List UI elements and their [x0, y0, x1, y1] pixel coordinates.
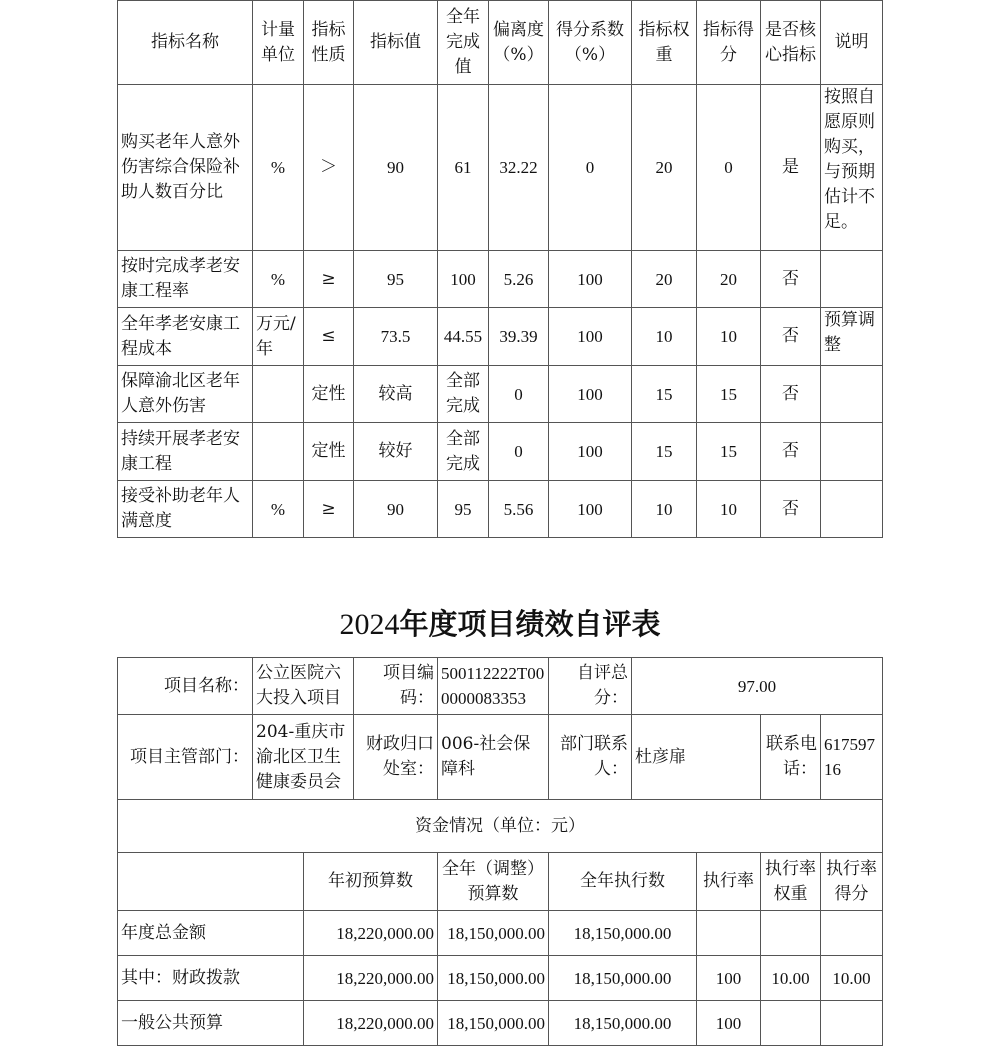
- indicator-name: 按时完成孝老安康工程率: [118, 251, 253, 308]
- funds-exec-rate: 100: [697, 1001, 761, 1046]
- header-cell: 是否核心指标: [761, 1, 821, 85]
- header-cell: 计量单位: [253, 1, 304, 85]
- header-cell: 指标值: [354, 1, 438, 85]
- indicator-weight: 20: [632, 251, 697, 308]
- self-score-label: 自评总分：: [549, 658, 632, 715]
- indicator-weight: 15: [632, 366, 697, 423]
- contact: 杜彦扉: [632, 715, 761, 800]
- indicator-coef: 100: [549, 423, 632, 481]
- funds-header-cell: 全年执行数: [549, 853, 697, 911]
- indicator-note: 按照自愿原则购买，与预期估计不足。: [821, 85, 883, 251]
- indicator-nature: 定性: [304, 366, 354, 423]
- funds-exec-weight: [761, 1001, 821, 1046]
- indicator-actual: 全部完成: [438, 366, 489, 423]
- funds-initial-budget: 18,220,000.00: [304, 956, 438, 1001]
- indicator-actual: 44.55: [438, 308, 489, 366]
- indicator-core: 否: [761, 366, 821, 423]
- project-name-label: 项目名称：: [118, 658, 253, 715]
- indicator-note: 预算调整: [821, 308, 883, 366]
- indicator-unit: [253, 423, 304, 481]
- indicator-unit: [253, 366, 304, 423]
- funds-row-label: 一般公共预算: [118, 1001, 304, 1046]
- indicator-name: 接受补助老年人满意度: [118, 481, 253, 538]
- indicator-header-row: [118, 1, 883, 85]
- dept-label: 项目主管部门：: [118, 715, 253, 800]
- indicator-weight: 10: [632, 481, 697, 538]
- header-cell: 说明: [821, 1, 883, 85]
- indicator-deviation: 5.56: [489, 481, 549, 538]
- funds-executed: 18,150,000.00: [549, 911, 697, 956]
- indicator-core: 否: [761, 251, 821, 308]
- indicator-unit: 万元/年: [253, 308, 304, 366]
- funds-header-cell: [118, 853, 304, 911]
- indicator-actual: 100: [438, 251, 489, 308]
- indicator-unit: %: [253, 251, 304, 308]
- indicator-actual: 95: [438, 481, 489, 538]
- indicator-coef: 100: [549, 251, 632, 308]
- funds-executed: 18,150,000.00: [549, 956, 697, 1001]
- indicator-nature: ≤: [304, 308, 354, 366]
- indicator-note: [821, 366, 883, 423]
- indicator-score: 0: [697, 85, 761, 251]
- indicator-unit: %: [253, 481, 304, 538]
- indicator-name: 保障渝北区老年人意外伤害: [118, 366, 253, 423]
- indicator-target: 90: [354, 481, 438, 538]
- indicator-actual: 61: [438, 85, 489, 251]
- funds-header-cell: 年初预算数: [304, 853, 438, 911]
- indicator-row: [118, 366, 883, 423]
- header-cell: 偏离度（%）: [489, 1, 549, 85]
- indicator-score: 15: [697, 423, 761, 481]
- indicator-coef: 100: [549, 366, 632, 423]
- project-info-row: [118, 658, 883, 715]
- funds-exec-score: 10.00: [821, 956, 883, 1001]
- header-cell: 指标性质: [304, 1, 354, 85]
- title-text: 年度项目绩效自评表: [399, 607, 661, 641]
- page-title: [0, 602, 1000, 643]
- finance: 006-社会保障科: [438, 715, 549, 800]
- title-year: 2024: [339, 608, 400, 641]
- funds-caption-row: [118, 800, 883, 853]
- funds-exec-weight: 10.00: [761, 956, 821, 1001]
- dept: 204-重庆市渝北区卫生健康委员会: [253, 715, 354, 800]
- header-cell: 指标得分: [697, 1, 761, 85]
- funds-row-label: 年度总金额: [118, 911, 304, 956]
- funds-initial-budget: 18,220,000.00: [304, 1001, 438, 1046]
- funds-exec-rate: 100: [697, 956, 761, 1001]
- indicator-core: 否: [761, 423, 821, 481]
- funds-header-cell: 全年（调整）预算数: [438, 853, 549, 911]
- indicator-score: 10: [697, 481, 761, 538]
- indicator-target: 90: [354, 85, 438, 251]
- indicator-unit: %: [253, 85, 304, 251]
- header-cell: 指标名称: [118, 1, 253, 85]
- funds-header-cell: 执行率: [697, 853, 761, 911]
- indicator-target: 较高: [354, 366, 438, 423]
- contact-label: 部门联系人：: [549, 715, 632, 800]
- funds-row: [118, 956, 883, 1001]
- indicator-name: 全年孝老安康工程成本: [118, 308, 253, 366]
- indicator-core: 是: [761, 85, 821, 251]
- funds-initial-budget: 18,220,000.00: [304, 911, 438, 956]
- indicator-coef: 100: [549, 308, 632, 366]
- indicator-weight: 20: [632, 85, 697, 251]
- project-dept-row: [118, 715, 883, 800]
- indicator-coef: 0: [549, 85, 632, 251]
- indicator-deviation: 0: [489, 366, 549, 423]
- indicator-row: [118, 85, 883, 251]
- indicator-core: 否: [761, 481, 821, 538]
- indicator-deviation: 39.39: [489, 308, 549, 366]
- indicator-score: 20: [697, 251, 761, 308]
- phone: 61759716: [821, 715, 883, 800]
- indicator-score: 15: [697, 366, 761, 423]
- indicator-name: 持续开展孝老安康工程: [118, 423, 253, 481]
- funds-adjusted-budget: 18,150,000.00: [438, 911, 549, 956]
- funds-exec-rate: [697, 911, 761, 956]
- project-code: 500112222T000000083353: [438, 658, 549, 715]
- funds-exec-weight: [761, 911, 821, 956]
- indicator-nature: 定性: [304, 423, 354, 481]
- indicator-target: 73.5: [354, 308, 438, 366]
- indicator-note: [821, 481, 883, 538]
- indicator-deviation: 5.26: [489, 251, 549, 308]
- indicator-nature: ≥: [304, 481, 354, 538]
- project-code-label: 项目编码：: [354, 658, 438, 715]
- self-score: 97.00: [632, 658, 883, 715]
- indicator-row: [118, 481, 883, 538]
- indicator-row: [118, 423, 883, 481]
- indicator-row: [118, 308, 883, 366]
- indicator-coef: 100: [549, 481, 632, 538]
- indicator-note: [821, 251, 883, 308]
- funds-caption: 资金情况（单位：元）: [118, 800, 883, 853]
- funds-header-cell: 执行率权重: [761, 853, 821, 911]
- indicator-nature: ≥: [304, 251, 354, 308]
- indicator-name: 购买老年人意外伤害综合保险补助人数百分比: [118, 85, 253, 251]
- funds-row: [118, 1001, 883, 1046]
- funds-adjusted-budget: 18,150,000.00: [438, 956, 549, 1001]
- funds-exec-score: [821, 1001, 883, 1046]
- indicator-weight: 10: [632, 308, 697, 366]
- header-cell: 指标权重: [632, 1, 697, 85]
- indicator-core: 否: [761, 308, 821, 366]
- indicator-target: 较好: [354, 423, 438, 481]
- header-cell: 得分系数（%）: [549, 1, 632, 85]
- indicator-nature: ＞: [304, 85, 354, 251]
- indicator-target: 95: [354, 251, 438, 308]
- indicator-note: [821, 423, 883, 481]
- funds-row: [118, 911, 883, 956]
- project-table: [117, 657, 883, 1046]
- indicator-row: [118, 251, 883, 308]
- indicator-table: [117, 0, 883, 538]
- indicator-deviation: 0: [489, 423, 549, 481]
- project-name: 公立医院六大投入项目: [253, 658, 354, 715]
- indicator-weight: 15: [632, 423, 697, 481]
- funds-header-cell: 执行率得分: [821, 853, 883, 911]
- indicator-deviation: 32.22: [489, 85, 549, 251]
- funds-header-row: [118, 853, 883, 911]
- phone-label: 联系电话：: [761, 715, 821, 800]
- funds-exec-score: [821, 911, 883, 956]
- funds-adjusted-budget: 18,150,000.00: [438, 1001, 549, 1046]
- funds-executed: 18,150,000.00: [549, 1001, 697, 1046]
- indicator-score: 10: [697, 308, 761, 366]
- indicator-actual: 全部完成: [438, 423, 489, 481]
- funds-row-label: 其中：财政拨款: [118, 956, 304, 1001]
- header-cell: 全年完成值: [438, 1, 489, 85]
- finance-label: 财政归口处室：: [354, 715, 438, 800]
